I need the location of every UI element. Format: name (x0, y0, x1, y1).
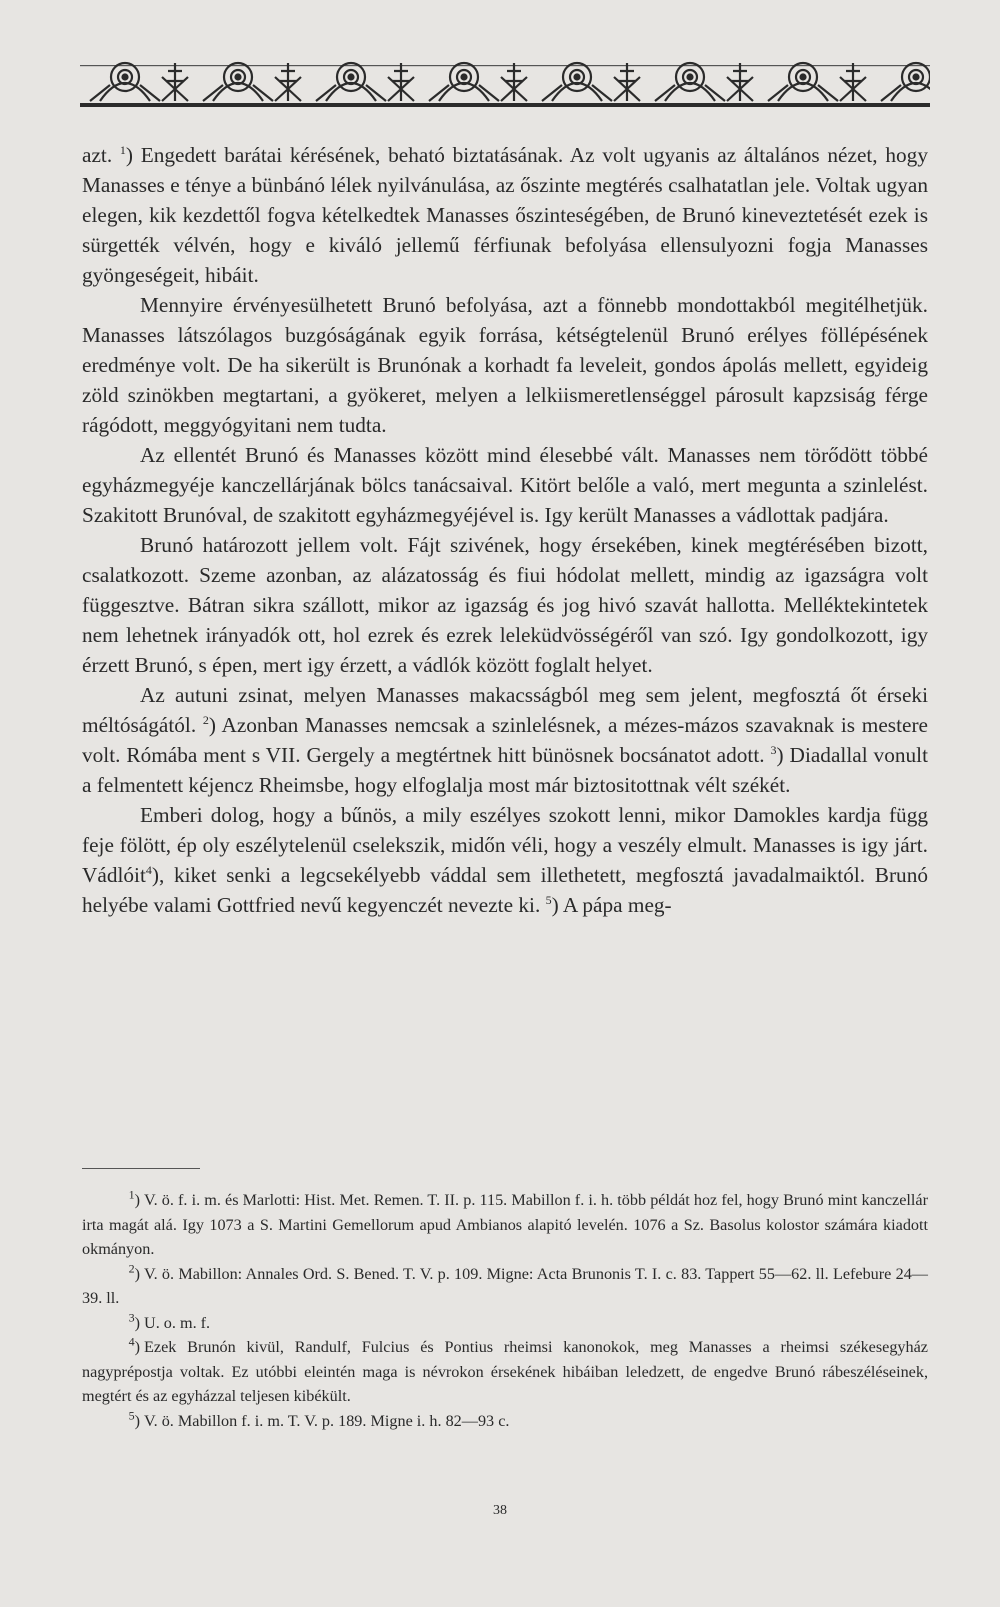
paragraph-3: Az ellentét Brunó és Manasses között mind élesebbé vált. Manasses nem törődött többé egyházmegyéje kanczellárjának bölcs tanácsaival. Kitört belőle a való, mert megunta a szinlelést. Szakitott Brunóval, de szakitott egyházmegyéjével is. Igy került Manasses a vádlottak padjára. (82, 443, 928, 527)
main-text (82, 140, 928, 920)
footnote-ref-2[interactable]: 2 (202, 712, 209, 727)
decorative-header-ornament (80, 55, 930, 111)
paragraph-1: azt. $^1$) Engedett barátai kérésének, beható biztatásának. Az volt ugyanis az általános nézet, hogy Manasses e ténye a bünbánó lélek nyilvánulása, az őszinte megtérés csalhatatlan jele. Voltak ugyan elegen, kik kezdettől fogva kételkedtek Manasses őszinteségében, de Brunó kineveztetését ezek is sürgették vélvén, hogy e kiváló jellemű férfiunak befolyása ellensulyozni fogja Manasses gyöngeségeit, hibáit. (82, 142, 928, 287)
footnote-2: $^2$) V. ö. Mabillon: Annales Ord. S. Bened. T. V. p. 109. Migne: Acta Brunonis T. I. c. 83. Tappert 55—62. ll. Lefebure 24—39. ll. (82, 1261, 928, 1307)
footnote-3: $^3$) U. o. m. f. (128, 1310, 211, 1332)
footnote-4: $^4$) Ezek Brunón kivül, Randulf, Fulcius és Pontius rheimsi kanonokok, meg Manasses a rheimsi székesegyház nagyprépostja voltak. Ez utóbbi eleintén maga is névrokon érsekének hibáiban leledzett, de engedve Brunó rábeszéléseinek, megtért és az egyházzal teljesen kibékült. (82, 1334, 928, 1405)
footnote-1: $^1$) V. ö. f. i. m. és Marlotti: Hist. Met. Remen. T. II. p. 115. Mabillon f. i. h. több példát hoz fel, hogy Brunó mint kanczellár irta magát alá. Igy 1073 a S. Martini Gemellorum apud Ambianos alapitó levelén. 1076 a Sz. Basolus kolostor számára kiadott okmányon. (82, 1187, 928, 1258)
page-number: 38 (493, 1503, 507, 1518)
footnote-ref-3[interactable]: 3 (770, 742, 777, 757)
footnote-5: $^5$) V. ö. Mabillon f. i. m. T. V. p. 189. Migne i. h. 82—93 c. (128, 1408, 510, 1430)
paragraph-6: Emberi dolog, hogy a bűnös, a mily eszélyes szokott lenni, mikor Damokles kardja függ feje fölött, ép oly eszélytelenül cselekszik, midőn véli, hogy a veszély elmult. Manasses is igy járt. Vádlóit$^4$), kiket senki a legcsekélyebb váddal sem illethetett, megfosztá javadalmaiktól. Brunó helyébe valami Gottfried nevű kegyenczét nevezte ki. $^5$) A pápa meg- (82, 803, 928, 917)
footnote-ref-1[interactable]: 1 (119, 142, 126, 157)
footnote-ref-5[interactable]: 5 (545, 892, 552, 907)
paragraph-2: Mennyire érvényesülhetett Brunó befolyása, azt a fönnebb mondottakból megitélhetjük. Manasses látszólagos buzgóságának egyik forrása, kétségtelenül Brunó erélyes föllépésének eredménye volt. De ha sikerült is Brunónak a korhadt fa leveleit, gondos ápolás mellett, egyideig zöld szinökben megtartani, a gyökeret, melyen a lelkiismeretlenséggel párosult kapzsiság férge rágódott, meggyógyitani nem tudta. (82, 293, 928, 437)
paragraph-4: Brunó határozott jellem volt. Fájt szivének, hogy érsekében, kinek megtérésében bizott, csalatkozott. Szeme azonban, az alázatosság és fiui hódolat mellett, mindig az igazságra volt függesztve. Bátran sikra szállott, mikor az igazság és jog hivó szavát hallotta. Melléktekintetek nem lehetnek irányadók ott, hol ezrek és ezrek leleküdvösségéről van szó. Igy gondolkozott, igy érzett Brunó, s épen, mert igy érzett, a vádlók között foglalt helyet. (82, 533, 928, 677)
footnote-ref-4[interactable]: 4 (145, 862, 152, 877)
paragraph-5: Az autuni zsinat, melyen Manasses makacsságból meg sem jelent, megfosztá őt érseki méltóságától. $^2$) Azonban Manasses nemcsak a szinlelésnek, a mézes-mázos szavaknak is mestere volt. Rómába ment s VII. Gergely a megtértnek hitt bünösnek bocsánatot adott. $^3$) Diadallal vonult a felmentett kéjencz Rheimsbe, hogy elfoglalja most már biztositottnak vélt székét. (82, 683, 928, 797)
footnote-divider (82, 1168, 200, 1169)
footnotes (82, 1188, 928, 1433)
